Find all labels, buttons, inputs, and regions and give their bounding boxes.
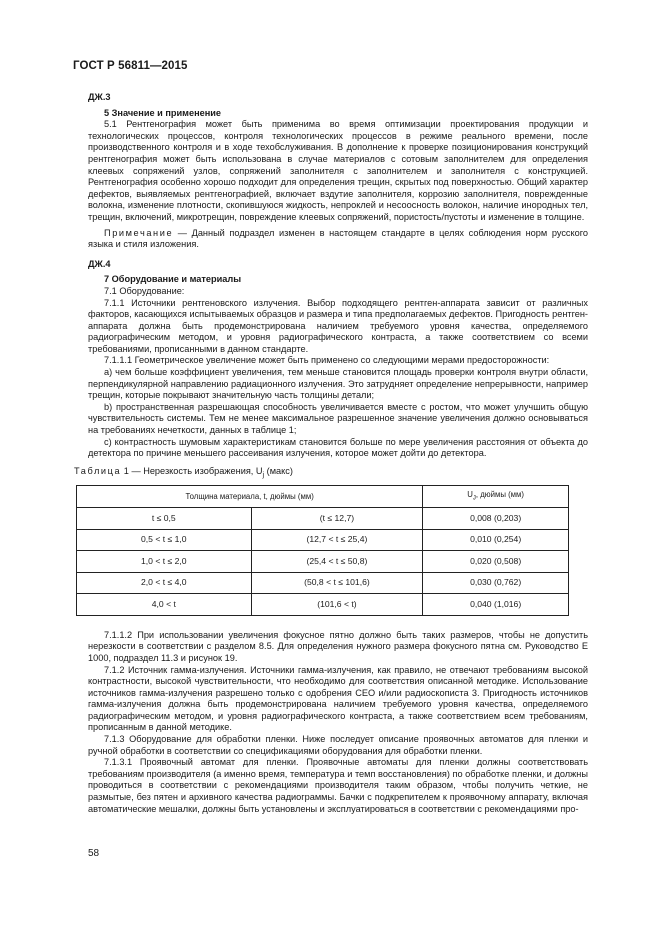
paragraph: 7.1.1 Источники рентгеновского излучения. Выбор подходящего рентген-аппарата зависит от различных факторов, касающихся испытываемых образцов и размера и типа предполагаемых дефектов. Пригодность рентген-аппарата должна быть продемонстрирована наличием требуемого уровня качества, определяемого радиографическим методом, и уровня радиографического контраста, а также соответствием со всеми требованиями, прописанными в данном стандарте. [88,297,588,354]
cell-thickness-mm: (25,4 < t ≤ 50,8) [251,551,423,573]
cell-unsharpness: 0,008 (0,203) [423,508,569,530]
table-row [77,551,569,573]
table-caption [74,466,588,481]
table-caption-sub: j [262,471,265,479]
table-row [77,594,569,616]
page-content [74,92,588,815]
cell-thickness-mm: (12,7 < t ≤ 25,4) [251,529,423,551]
section-heading: 7 Оборудование и материалы [104,274,242,285]
cell-thickness-in: 0,5 < t ≤ 1,0 [77,529,252,551]
section-code: ДЖ.4 [88,258,111,269]
table-caption-suffix: (макс) [264,465,293,476]
header-u-sub: J [472,495,476,502]
header-u: U [467,489,473,499]
paragraph: 7.1.3 Оборудование для обработки пленки. Ниже последует описание проявочных автоматов для пленки и ручной обработки в соответствии со спецификациями оборудования для обработки пленки. [88,734,588,756]
page-number: 58 [88,848,100,859]
paragraph: 7.1.3.1 Проявочный автомат для пленки. Проявочные автоматы для пленки должны соответствовать требованиям производителя (а именно время, температура и темп восстановления) по обработке пленки, и должны проводиться в соответствии с рекомендациями производителя таким образом, чтобы получить четкие, не размытые, без пятен и архивного качества радиограммы. Бачки с подкрепителем к проявочному аппарату, включая автоматические мешалки, должны быть установлены и эксплуатироваться в соответствии с рекомендациями про- [88,757,588,814]
table-header-row [77,486,569,508]
table-row [77,508,569,530]
cell-thickness-in: 1,0 < t ≤ 2,0 [77,551,252,573]
table-caption-text: 1 — Нерезкость изображения, U [121,465,263,476]
table-caption-label: Таблица [74,465,122,476]
section-code: ДЖ.3 [88,92,111,102]
unsharpness-table [76,485,569,616]
paragraph: 7.1.1.1 Геометрическое увеличение может быть применено со следующими мерами предосторожности: [104,355,550,366]
table-row [77,572,569,594]
cell-unsharpness: 0,020 (0,508) [423,551,569,573]
note [88,228,588,251]
cell-thickness-in: t ≤ 0,5 [77,508,252,530]
cell-unsharpness: 0,040 (1,016) [423,594,569,616]
cell-unsharpness: 0,030 (0,762) [423,572,569,594]
table-header-thickness: Толщина материала, t, дюймы (мм) [77,486,423,508]
paragraph: 7.1 Оборудование: [104,285,185,296]
paragraph: b) пространственная разрешающая способность увеличивается вместе с ростом, что может улучшить общую чувствительность системы. Тем не менее максимальное разрешенное значение увеличения должно основываться на требованиях нечеткости, данных в таблице 1; [88,401,588,436]
table-row [77,529,569,551]
note-label: Примечание [104,227,174,238]
cell-unsharpness: 0,010 (0,254) [423,529,569,551]
table-header-unsharpness [423,486,569,508]
section-heading: 5 Значение и применение [104,107,222,118]
paragraph: 7.1.1.2 При использовании увеличения фокусное пятно должно быть таких размеров, чтобы не допустить нерезкости в соответствии с разделом 8.5. Для определения нужного размера фокусного пятна см. Руководство Е 1000, подраздел 11.3 и рисунок 19. [88,629,588,663]
document-header: ГОСТ Р 56811—2015 [73,60,188,72]
paragraph: 7.1.2 Источник гамма-излучения. Источники гамма-излучения, как правило, не отвечают требованиям высокой контрастности, высокой чувствительности, что необходимо для соответствия описанной методике. Использование источников гамма-излучения разрешено только с одобрения СЕО и/или радиоскописта 3. Пригодность источников гамма-излучения должна быть продемонстрирована наличием требуемого уровня качества, определяемого радиографическим методом, и уровня радиографического контраста, а также соответствием всем требованиям, прописанным в данной методике. [88,664,588,733]
cell-thickness-mm: (t ≤ 12,7) [251,508,423,530]
cell-thickness-mm: (50,8 < t ≤ 101,6) [251,572,423,594]
note-text: — Данный подраздел изменен в настоящем стандарте в целях соблюдения норм русского языка и стиля изложения. [88,227,588,250]
cell-thickness-in: 2,0 < t ≤ 4,0 [77,572,252,594]
paragraph: а) чем больше коэффициент увеличения, тем меньше становится площадь проверки контроля внутри области, перпендикулярной направлению радиационного излучения. Это затрудняет определение непрерывности, например трещин, которые покрывают значительную часть толщины детали; [88,367,588,401]
paragraph: с) контрастность шумовым характеристикам становится больше по мере увеличения расстояния от объекта до детектора по причине меньшего рассеивания излучения, которое может дойти до детектора. [88,436,588,459]
cell-thickness-mm: (101,6 < t) [251,594,423,616]
header-u-suffix: , дюймы (мм) [475,489,525,499]
paragraph: 5.1 Рентгенография может быть применима во время оптимизации проектирования продукции и технологических процессов, контроля технологических процессов в режиме реального времени, после производственного контроля и в ходе техобслуживания. В дополнение к проверке позиционирования конструкций рентгенография может быть использована в случае материалов с сотовым заполнителем для определения клеевых сопряжений узлов, сопряжений заполнителя с заполнителем и заполнителя с конструкцией. Рентгенография особенно хорошо подходит для определения трещин, скрытых под поверхностью. Общий характер дефектов, выявляемых рентгенографией, включает вздутие заполнителя, коррозию заполнителя, поврежденные волокна, изменение плотности, скопившуюся жидкость, непроклей и несоосность волокон, наличие инородных тел, трещин, включений, микротрещин, повреждение клеевых сопряжений, пористость/пустоты и изменение в толщине. [88,119,588,222]
cell-thickness-in: 4,0 < t [77,594,252,616]
